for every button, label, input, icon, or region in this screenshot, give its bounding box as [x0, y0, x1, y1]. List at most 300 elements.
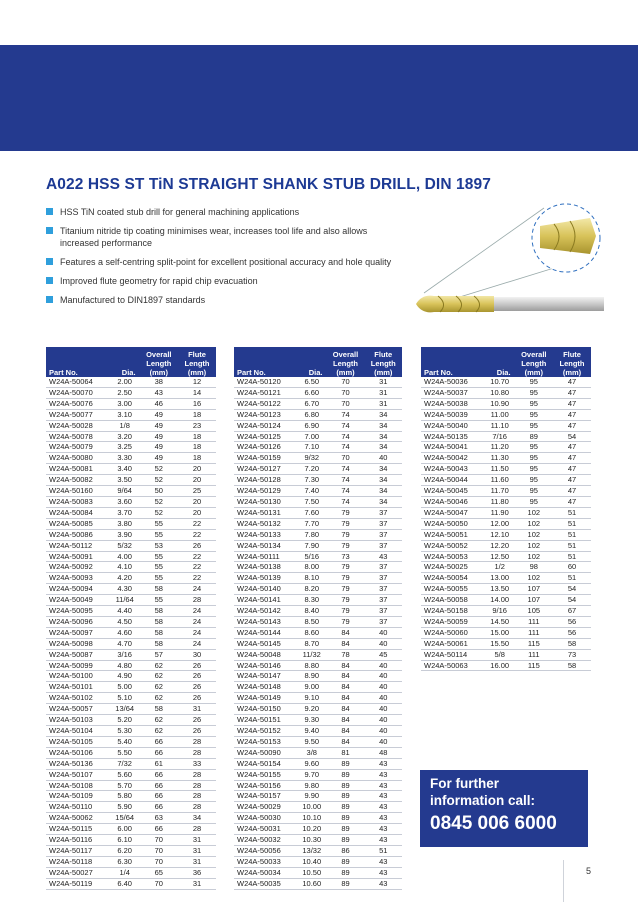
dia-cell: 3.70 [110, 507, 140, 518]
table-row [46, 671, 216, 682]
table-row [46, 409, 216, 420]
flute-length-cell: 47 [553, 387, 591, 398]
part-no-cell: W24A-50027 [46, 867, 110, 878]
dia-cell: 5.90 [110, 802, 140, 813]
flute-length-cell: 34 [365, 409, 403, 420]
overall-length-cell: 89 [326, 824, 364, 835]
overall-length-cell: 95 [515, 409, 553, 420]
flute-length-cell: 51 [365, 845, 403, 856]
table-row [234, 736, 402, 747]
flute-length-cell: 47 [553, 420, 591, 431]
dia-cell: 10.10 [297, 813, 326, 824]
table-row [46, 387, 216, 398]
dia-cell: 11.00 [485, 409, 515, 420]
part-no-cell: W24A-50153 [234, 736, 297, 747]
dia-cell: 3.10 [110, 409, 140, 420]
overall-length-cell: 95 [515, 453, 553, 464]
dia-cell: 4.20 [110, 573, 140, 584]
overall-length-cell: 74 [326, 475, 364, 486]
part-no-cell: W24A-50082 [46, 475, 110, 486]
feature-list [46, 206, 406, 313]
table-row [46, 682, 216, 693]
flute-length-cell: 51 [553, 507, 591, 518]
table-row [234, 715, 402, 726]
dia-cell: 10.50 [297, 867, 326, 878]
dia-cell: 3.00 [110, 398, 140, 409]
table-row [234, 529, 402, 540]
part-no-cell: W24A-50041 [421, 442, 485, 453]
overall-length-cell: 79 [326, 540, 364, 551]
flute-length-cell: 22 [178, 529, 216, 540]
part-no-cell: W24A-50070 [46, 387, 110, 398]
part-no-cell: W24A-50160 [46, 486, 110, 497]
part-no-cell: W24A-50083 [46, 496, 110, 507]
table-row [46, 453, 216, 464]
dia-cell: 7.00 [297, 431, 326, 442]
bullet-square-icon [46, 208, 53, 215]
table-row [46, 507, 216, 518]
overall-length-cell: 52 [140, 507, 178, 518]
flute-length-cell: 34 [365, 496, 403, 507]
flute-length-cell: 30 [178, 649, 216, 660]
table-row [234, 802, 402, 813]
part-no-cell: W24A-50097 [46, 627, 110, 638]
part-no-cell: W24A-50054 [421, 573, 485, 584]
flute-length-cell: 51 [553, 551, 591, 562]
overall-length-cell: 58 [140, 616, 178, 627]
flute-length-cell: 22 [178, 518, 216, 529]
overall-length-cell: 66 [140, 736, 178, 747]
overall-length-cell: 89 [326, 813, 364, 824]
table-row [421, 649, 591, 660]
table-row [46, 715, 216, 726]
dia-cell: 12.10 [485, 529, 515, 540]
dia-cell: 2.00 [110, 377, 140, 387]
overall-length-cell: 46 [140, 398, 178, 409]
table-row [46, 824, 216, 835]
part-no-cell: W24A-50102 [46, 693, 110, 704]
overall-length-cell: 49 [140, 453, 178, 464]
flute-length-cell: 25 [178, 486, 216, 497]
dia-cell: 4.50 [110, 616, 140, 627]
dia-cell: 5.50 [110, 747, 140, 758]
table-row [234, 398, 402, 409]
flute-length-cell: 34 [365, 442, 403, 453]
overall-length-cell: 89 [515, 431, 553, 442]
table-row [46, 398, 216, 409]
dia-cell: 11/64 [110, 595, 140, 606]
feature-item: Titanium nitride tip coating minimises wear, increases tool life and also allows increased performance [46, 225, 406, 249]
flute-length-cell: 28 [178, 791, 216, 802]
table-row [46, 475, 216, 486]
dia-cell: 8.00 [297, 562, 326, 573]
drill-flute [416, 296, 494, 313]
dia-cell: 11.20 [485, 442, 515, 453]
part-no-cell: W24A-50158 [421, 606, 485, 617]
part-no-cell: W24A-50122 [234, 398, 297, 409]
overall-length-cell: 95 [515, 377, 553, 387]
table-row [46, 867, 216, 878]
table-row [234, 769, 402, 780]
dia-cell: 3.20 [110, 431, 140, 442]
part-no-cell: W24A-50118 [46, 856, 110, 867]
table-row [46, 627, 216, 638]
flute-length-cell: 28 [178, 824, 216, 835]
flute-length-cell: 43 [365, 780, 403, 791]
flute-length-cell: 28 [178, 769, 216, 780]
dia-cell: 12.20 [485, 540, 515, 551]
part-no-cell: W24A-50061 [421, 638, 485, 649]
overall-length-cell: 58 [140, 606, 178, 617]
overall-length-cell: 66 [140, 747, 178, 758]
table-row [46, 747, 216, 758]
dia-cell: 4.30 [110, 584, 140, 595]
overall-length-cell: 66 [140, 791, 178, 802]
dia-cell: 1/8 [110, 420, 140, 431]
table-row [46, 813, 216, 824]
part-no-cell: W24A-50036 [421, 377, 485, 387]
dia-cell: 5.10 [110, 693, 140, 704]
table-row [46, 660, 216, 671]
flute-length-cell: 43 [365, 791, 403, 802]
part-no-cell: W24A-50043 [421, 464, 485, 475]
part-no-cell: W24A-50134 [234, 540, 297, 551]
overall-length-cell: 95 [515, 464, 553, 475]
dia-cell: 6.40 [110, 878, 140, 889]
overall-length-cell: 89 [326, 802, 364, 813]
flute-length-cell: 47 [553, 464, 591, 475]
overall-length-cell: 70 [326, 377, 364, 387]
table-row [234, 573, 402, 584]
table-row [421, 409, 591, 420]
part-no-cell: W24A-50146 [234, 660, 297, 671]
part-no-cell: W24A-50086 [46, 529, 110, 540]
overall-length-cell: 58 [140, 584, 178, 595]
flute-length-cell: 56 [553, 627, 591, 638]
table-row [234, 780, 402, 791]
table-row [234, 660, 402, 671]
table-row [234, 475, 402, 486]
overall-length-cell: 53 [140, 540, 178, 551]
dia-cell: 10.40 [297, 856, 326, 867]
part-no-cell: W24A-50087 [46, 649, 110, 660]
overall-length-cell: 70 [140, 835, 178, 846]
flute-length-cell: 31 [178, 845, 216, 856]
table-row [46, 758, 216, 769]
overall-length-cell: 65 [140, 867, 178, 878]
part-no-cell: W24A-50053 [421, 551, 485, 562]
flute-length-cell: 51 [553, 518, 591, 529]
table-row [421, 584, 591, 595]
feature-item: Features a self-centring split-point for excellent positional accuracy and hole quality [46, 256, 406, 268]
part-no-cell: W24A-50106 [46, 747, 110, 758]
part-no-cell: W24A-50076 [46, 398, 110, 409]
dia-cell: 9.70 [297, 769, 326, 780]
part-no-cell: W24A-50147 [234, 671, 297, 682]
dia-cell: 5.80 [110, 791, 140, 802]
overall-length-cell: 79 [326, 573, 364, 584]
flute-length-cell: 43 [365, 878, 403, 889]
table-row [46, 464, 216, 475]
overall-length-cell: 102 [515, 540, 553, 551]
part-no-cell: W24A-50133 [234, 529, 297, 540]
dia-cell: 11.60 [485, 475, 515, 486]
overall-length-cell: 38 [140, 377, 178, 387]
flute-length-cell: 26 [178, 671, 216, 682]
overall-length-cell: 102 [515, 551, 553, 562]
dia-cell: 5.30 [110, 726, 140, 737]
dia-cell: 5.60 [110, 769, 140, 780]
table-row [421, 507, 591, 518]
dia-cell: 10.00 [297, 802, 326, 813]
overall-length-cell: 61 [140, 758, 178, 769]
part-no-cell: W24A-50110 [46, 802, 110, 813]
flute-length-cell: 26 [178, 693, 216, 704]
flute-length-cell: 40 [365, 638, 403, 649]
flute-length-cell: 31 [365, 387, 403, 398]
table-row [46, 638, 216, 649]
overall-length-cell: 55 [140, 573, 178, 584]
table-row [46, 726, 216, 737]
table-row [46, 486, 216, 497]
part-no-cell: W24A-50115 [46, 824, 110, 835]
table-row [421, 606, 591, 617]
dia-cell: 9.80 [297, 780, 326, 791]
table-row [46, 649, 216, 660]
table-row [421, 387, 591, 398]
flute-length-cell: 28 [178, 780, 216, 791]
dia-cell: 3.25 [110, 442, 140, 453]
table-row [46, 584, 216, 595]
table-row [234, 486, 402, 497]
part-no-cell: W24A-50095 [46, 606, 110, 617]
flute-length-cell: 48 [365, 747, 403, 758]
part-no-cell: W24A-50047 [421, 507, 485, 518]
dia-cell: 11/32 [297, 649, 326, 660]
part-no-cell: W24A-50049 [46, 595, 110, 606]
dia-cell: 7.60 [297, 507, 326, 518]
table-row [46, 856, 216, 867]
overall-length-cell: 84 [326, 660, 364, 671]
flute-length-cell: 22 [178, 573, 216, 584]
overall-length-cell: 89 [326, 769, 364, 780]
flute-length-cell: 20 [178, 475, 216, 486]
part-no-cell: W24A-50126 [234, 442, 297, 453]
part-no-cell: W24A-50059 [421, 616, 485, 627]
part-no-cell: W24A-50098 [46, 638, 110, 649]
dia-cell: 10.60 [297, 878, 326, 889]
flute-length-cell: 54 [553, 431, 591, 442]
part-no-cell: W24A-50033 [234, 856, 297, 867]
dia-cell: 11.70 [485, 486, 515, 497]
dia-cell: 1/4 [110, 867, 140, 878]
part-no-cell: W24A-50138 [234, 562, 297, 573]
feature-item: Manufactured to DIN1897 standards [46, 294, 406, 306]
overall-length-cell: 70 [140, 856, 178, 867]
flute-length-cell: 26 [178, 682, 216, 693]
table-row [421, 551, 591, 562]
flute-length-cell: 37 [365, 573, 403, 584]
dia-cell: 9.10 [297, 693, 326, 704]
table-row [234, 420, 402, 431]
dia-cell: 7/16 [485, 431, 515, 442]
table-row [46, 442, 216, 453]
table-row [46, 616, 216, 627]
table-row [234, 758, 402, 769]
bullet-square-icon [46, 277, 53, 284]
dia-cell: 11.50 [485, 464, 515, 475]
table-row [46, 845, 216, 856]
overall-length-cell: 84 [326, 693, 364, 704]
dia-cell: 3/16 [110, 649, 140, 660]
overall-length-cell: 58 [140, 638, 178, 649]
dia-cell: 3.40 [110, 464, 140, 475]
dia-cell: 11.80 [485, 496, 515, 507]
table-row [421, 464, 591, 475]
flute-length-cell: 18 [178, 453, 216, 464]
part-no-cell: W24A-50038 [421, 398, 485, 409]
table-row [421, 475, 591, 486]
table-row [234, 878, 402, 889]
dia-cell: 10.30 [297, 835, 326, 846]
table-row [234, 442, 402, 453]
table-row [46, 529, 216, 540]
part-no-cell: W24A-50093 [46, 573, 110, 584]
part-no-cell: W24A-50090 [234, 747, 297, 758]
overall-length-cell: 84 [326, 736, 364, 747]
header-part-no: Part No. [421, 347, 485, 377]
table-row [234, 507, 402, 518]
table-row [234, 606, 402, 617]
table-row [234, 835, 402, 846]
dia-cell: 8.50 [297, 616, 326, 627]
overall-length-cell: 79 [326, 507, 364, 518]
dia-cell: 16.00 [485, 660, 515, 671]
part-no-cell: W24A-50099 [46, 660, 110, 671]
part-no-cell: W24A-50060 [421, 627, 485, 638]
dia-cell: 15/64 [110, 813, 140, 824]
part-no-cell: W24A-50101 [46, 682, 110, 693]
part-no-cell: W24A-50092 [46, 562, 110, 573]
flute-length-cell: 24 [178, 638, 216, 649]
table-row [421, 398, 591, 409]
dia-cell: 13/32 [297, 845, 326, 856]
table-row [46, 377, 216, 387]
table-row [46, 431, 216, 442]
overall-length-cell: 95 [515, 442, 553, 453]
part-no-cell: W24A-50107 [46, 769, 110, 780]
dia-cell: 6.60 [297, 387, 326, 398]
dia-cell: 9.00 [297, 682, 326, 693]
part-no-cell: W24A-50064 [46, 377, 110, 387]
flute-length-cell: 45 [365, 649, 403, 660]
flute-length-cell: 43 [365, 551, 403, 562]
dia-cell: 7.70 [297, 518, 326, 529]
dia-cell: 3.30 [110, 453, 140, 464]
flute-length-cell: 37 [365, 616, 403, 627]
overall-length-cell: 55 [140, 529, 178, 540]
table-row [234, 377, 402, 387]
dia-cell: 14.50 [485, 616, 515, 627]
part-no-cell: W24A-50143 [234, 616, 297, 627]
dia-cell: 9.60 [297, 758, 326, 769]
flute-length-cell: 47 [553, 496, 591, 507]
overall-length-cell: 74 [326, 496, 364, 507]
flute-length-cell: 14 [178, 387, 216, 398]
header-dia: Dia. [485, 347, 515, 377]
flute-length-cell: 34 [365, 475, 403, 486]
flute-length-cell: 54 [553, 595, 591, 606]
dia-cell: 5/8 [485, 649, 515, 660]
dia-cell: 7.10 [297, 442, 326, 453]
flute-length-cell: 31 [178, 878, 216, 889]
part-no-cell: W24A-50136 [46, 758, 110, 769]
flute-length-cell: 20 [178, 496, 216, 507]
flute-length-cell: 43 [365, 813, 403, 824]
overall-length-cell: 52 [140, 464, 178, 475]
part-no-cell: W24A-50152 [234, 726, 297, 737]
table-row [234, 649, 402, 660]
flute-length-cell: 47 [553, 377, 591, 387]
part-no-cell: W24A-50120 [234, 377, 297, 387]
overall-length-cell: 58 [140, 627, 178, 638]
flute-length-cell: 40 [365, 627, 403, 638]
flute-length-cell: 37 [365, 529, 403, 540]
overall-length-cell: 84 [326, 715, 364, 726]
overall-length-cell: 62 [140, 671, 178, 682]
table-row [234, 616, 402, 627]
part-no-cell: W24A-50128 [234, 475, 297, 486]
overall-length-cell: 52 [140, 496, 178, 507]
contact-phone[interactable]: 0845 006 6000 [430, 813, 557, 834]
part-no-cell: W24A-50123 [234, 409, 297, 420]
overall-length-cell: 73 [326, 551, 364, 562]
flute-length-cell: 24 [178, 584, 216, 595]
dia-cell: 7.90 [297, 540, 326, 551]
dia-cell: 3/8 [297, 747, 326, 758]
overall-length-cell: 95 [515, 486, 553, 497]
flute-length-cell: 47 [553, 398, 591, 409]
spec-table-2 [234, 347, 402, 890]
page-number: 5 [586, 866, 592, 876]
flute-length-cell: 43 [365, 835, 403, 846]
part-no-cell: W24A-50079 [46, 442, 110, 453]
table-row [234, 584, 402, 595]
overall-length-cell: 62 [140, 726, 178, 737]
table-row [46, 835, 216, 846]
table-row [46, 551, 216, 562]
overall-length-cell: 62 [140, 715, 178, 726]
flute-length-cell: 24 [178, 627, 216, 638]
dia-cell: 4.90 [110, 671, 140, 682]
overall-length-cell: 78 [326, 649, 364, 660]
table-row [234, 682, 402, 693]
dia-cell: 9.40 [297, 726, 326, 737]
part-no-cell: W24A-50034 [234, 867, 297, 878]
table-row [46, 704, 216, 715]
flute-length-cell: 60 [553, 562, 591, 573]
overall-length-cell: 74 [326, 409, 364, 420]
table-row [46, 802, 216, 813]
dia-cell: 8.70 [297, 638, 326, 649]
overall-length-cell: 89 [326, 835, 364, 846]
dia-cell: 3.80 [110, 518, 140, 529]
overall-length-cell: 115 [515, 638, 553, 649]
table-row [46, 496, 216, 507]
drill-illustration [404, 196, 604, 346]
flute-length-cell: 58 [553, 660, 591, 671]
flute-length-cell: 40 [365, 715, 403, 726]
